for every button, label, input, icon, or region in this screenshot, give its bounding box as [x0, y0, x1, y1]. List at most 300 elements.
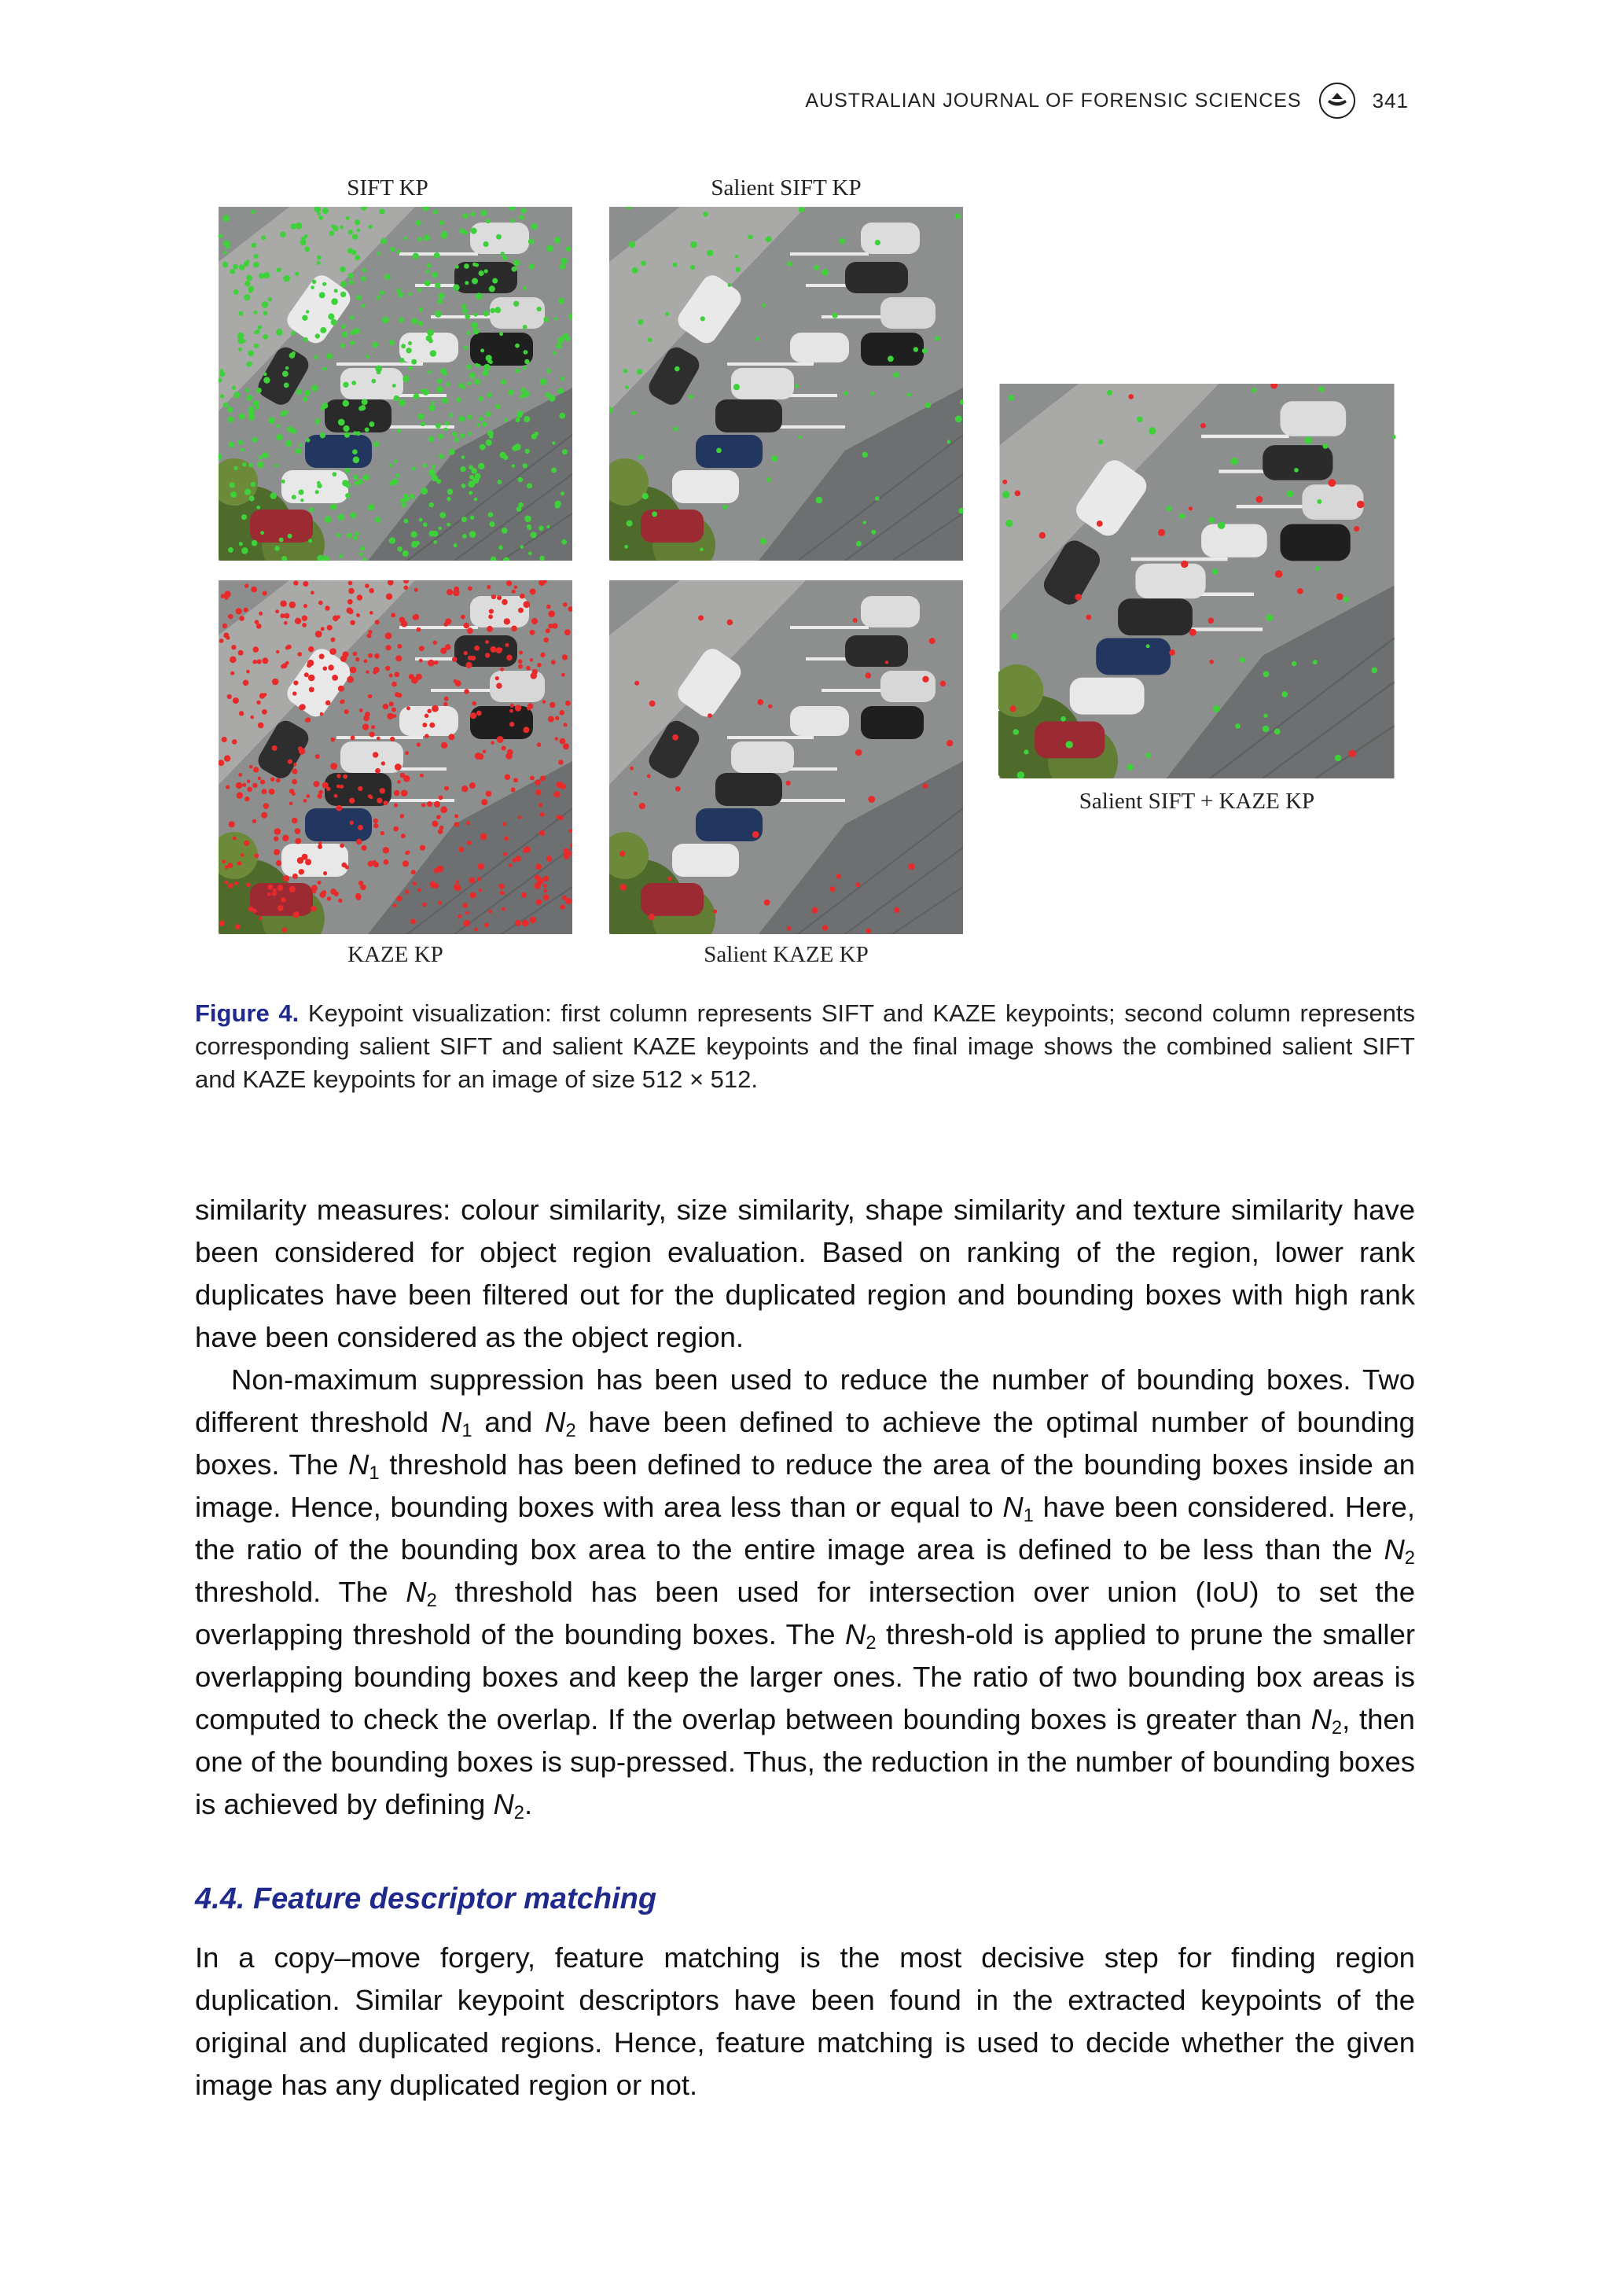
- keypoint-marker: [274, 546, 280, 551]
- keypoint-marker: [336, 805, 342, 811]
- keypoint-marker: [1335, 755, 1341, 761]
- keypoint-marker: [531, 618, 538, 624]
- keypoint-marker: [352, 449, 358, 454]
- keypoint-marker: [504, 836, 509, 841]
- keypoint-marker: [353, 536, 357, 540]
- keypoint-marker: [445, 644, 451, 650]
- keypoint-marker: [421, 421, 425, 426]
- keypoint-marker: [698, 615, 704, 620]
- keypoint-marker: [462, 308, 468, 314]
- keypoint-marker: [320, 712, 324, 716]
- keypoint-marker: [531, 223, 538, 230]
- keypoint-marker: [280, 613, 285, 618]
- keypoint-marker: [465, 662, 472, 668]
- keypoint-marker: [340, 281, 347, 287]
- keypoint-marker: [278, 905, 284, 911]
- keypoint-marker: [955, 416, 962, 423]
- keypoint-marker: [503, 454, 509, 460]
- keypoint-marker: [1189, 506, 1193, 510]
- keypoint-marker: [277, 424, 281, 428]
- keypoint-marker: [411, 359, 417, 365]
- keypoint-marker: [565, 337, 570, 341]
- keypoint-marker: [318, 881, 322, 885]
- keypoint-marker: [489, 434, 493, 438]
- keypoint-marker: [331, 738, 336, 742]
- keypoint-marker: [252, 660, 257, 664]
- keypoint-marker: [270, 777, 275, 782]
- keypoint-marker: [433, 540, 437, 544]
- keypoint-marker: [381, 761, 385, 765]
- keypoint-marker: [348, 588, 355, 594]
- keypoint-marker: [281, 480, 285, 484]
- keypoint-marker: [377, 370, 381, 374]
- keypoint-marker: [386, 645, 391, 650]
- keypoint-marker: [434, 868, 439, 874]
- keypoint-marker: [297, 652, 302, 657]
- keypoint-marker: [334, 892, 339, 896]
- keypoint-marker: [397, 780, 401, 784]
- keypoint-marker: [297, 857, 304, 864]
- keypoint-marker: [233, 466, 237, 470]
- keypoint-marker: [799, 436, 802, 439]
- panel-label-salient-sift: Salient SIFT KP: [711, 175, 862, 201]
- keypoint-marker: [247, 779, 251, 783]
- keypoint-marker: [238, 650, 244, 656]
- keypoint-marker: [486, 411, 491, 417]
- keypoint-marker: [402, 860, 409, 867]
- keypoint-marker: [429, 723, 435, 728]
- keypoint-marker: [308, 539, 312, 543]
- keypoint-marker: [308, 646, 314, 652]
- keypoint-marker: [416, 674, 422, 680]
- keypoint-marker: [314, 781, 320, 787]
- keypoint-marker: [262, 657, 268, 664]
- keypoint-marker: [469, 491, 472, 495]
- keypoint-marker: [275, 464, 279, 468]
- keypoint-marker: [396, 250, 400, 254]
- keypoint-marker: [432, 705, 439, 712]
- keypoint-marker: [923, 783, 928, 789]
- keypoint-marker: [469, 432, 472, 436]
- keypoint-marker: [336, 774, 340, 778]
- keypoint-marker: [397, 693, 402, 697]
- keypoint-marker: [510, 219, 514, 223]
- keypoint-marker: [551, 468, 557, 473]
- keypoint-marker: [315, 631, 322, 638]
- keypoint-marker: [239, 711, 244, 716]
- keypoint-marker: [550, 702, 555, 708]
- keypoint-marker: [461, 517, 467, 522]
- keypoint-marker: [350, 821, 354, 825]
- keypoint-marker: [535, 874, 540, 880]
- keypoint-marker: [554, 317, 557, 320]
- keypoint-marker: [248, 463, 253, 468]
- keypoint-marker: [239, 616, 244, 621]
- keypoint-marker: [1274, 728, 1281, 734]
- keypoint-marker: [510, 704, 514, 708]
- keypoint-marker: [367, 634, 372, 638]
- keypoint-marker: [369, 611, 373, 615]
- keypoint-marker: [359, 552, 363, 556]
- keypoint-marker: [563, 743, 569, 749]
- keypoint-marker: [469, 531, 476, 538]
- keypoint-marker: [348, 581, 353, 586]
- keypoint-marker: [424, 234, 430, 241]
- keypoint-marker: [244, 281, 250, 286]
- keypoint-marker: [561, 539, 567, 545]
- keypoint-marker: [330, 504, 336, 510]
- keypoint-marker: [543, 884, 547, 888]
- keypoint-marker: [422, 903, 427, 907]
- keypoint-marker: [291, 331, 295, 335]
- keypoint-marker: [355, 532, 359, 535]
- keypoint-marker: [1149, 427, 1156, 434]
- keypoint-marker: [371, 379, 376, 384]
- keypoint-marker: [470, 712, 476, 719]
- keypoint-marker: [520, 594, 525, 599]
- keypoint-marker: [262, 709, 267, 715]
- keypoint-marker: [439, 796, 443, 800]
- keypoint-marker: [528, 238, 534, 244]
- keypoint-marker: [283, 275, 290, 282]
- keypoint-marker: [447, 589, 453, 595]
- keypoint-marker: [561, 491, 564, 495]
- keypoint-marker: [222, 624, 227, 628]
- keypoint-marker: [502, 256, 508, 261]
- keypoint-marker: [225, 865, 229, 869]
- keypoint-marker: [331, 319, 337, 326]
- keypoint-marker: [228, 417, 234, 423]
- keypoint-marker: [399, 317, 404, 322]
- publisher-logo-icon: [1319, 83, 1355, 119]
- keypoint-marker: [472, 477, 479, 484]
- keypoint-marker: [277, 267, 281, 272]
- keypoint-marker: [311, 285, 314, 289]
- keypoint-marker: [341, 324, 346, 329]
- keypoint-marker: [459, 416, 465, 422]
- keypoint-marker: [368, 653, 373, 658]
- keypoint-marker: [558, 298, 564, 304]
- keypoint-marker: [504, 618, 510, 624]
- keypoint-marker: [368, 861, 373, 867]
- keypoint-marker: [284, 621, 288, 625]
- keypoint-marker: [401, 620, 407, 627]
- keypoint-marker: [509, 709, 513, 713]
- keypoint-marker: [553, 351, 557, 355]
- keypoint-marker: [285, 440, 292, 447]
- keypoint-marker: [871, 530, 876, 535]
- keypoint-marker: [764, 900, 770, 906]
- keypoint-marker: [561, 376, 565, 381]
- keypoint-marker: [554, 237, 561, 243]
- keypoint-marker: [619, 851, 625, 856]
- keypoint-marker: [492, 278, 498, 284]
- keypoint-marker: [302, 315, 307, 321]
- keypoint-marker: [748, 234, 752, 239]
- keypoint-marker: [500, 891, 505, 896]
- keypoint-marker: [319, 292, 325, 298]
- keypoint-marker: [470, 892, 476, 899]
- keypoint-marker: [560, 904, 565, 910]
- keypoint-marker: [334, 794, 338, 798]
- keypoint-marker: [307, 663, 311, 668]
- keypoint-marker: [1255, 496, 1263, 503]
- keypoint-marker: [922, 676, 928, 683]
- keypoint-marker: [375, 768, 380, 774]
- keypoint-marker: [228, 863, 233, 868]
- keypoint-marker: [223, 403, 229, 408]
- keypoint-marker: [318, 790, 323, 795]
- keypoint-marker: [444, 697, 449, 701]
- keypoint-marker: [752, 831, 759, 838]
- keypoint-marker: [373, 819, 378, 823]
- keypoint-marker: [440, 806, 447, 813]
- keypoint-marker: [247, 787, 252, 793]
- keypoint-marker: [733, 384, 740, 390]
- keypoint-marker: [242, 462, 246, 466]
- keypoint-marker: [382, 317, 389, 324]
- keypoint-marker: [306, 717, 311, 722]
- keypoint-marker: [391, 682, 397, 687]
- keypoint-marker: [338, 899, 342, 903]
- keypoint-marker: [244, 294, 250, 300]
- keypoint-marker: [518, 477, 524, 483]
- keypoint-marker: [263, 334, 268, 340]
- keypoint-marker: [263, 272, 270, 278]
- keypoint-marker: [363, 659, 367, 663]
- keypoint-marker: [491, 594, 496, 599]
- keypoint-marker: [443, 371, 447, 376]
- keypoint-marker: [239, 264, 244, 270]
- keypoint-marker: [866, 672, 872, 679]
- keypoint-marker: [675, 366, 680, 372]
- keypoint-marker: [552, 441, 555, 444]
- keypoint-marker: [254, 331, 258, 335]
- keypoint-marker: [419, 518, 423, 522]
- keypoint-marker: [484, 922, 489, 927]
- keypoint-marker: [403, 496, 410, 502]
- keypoint-marker: [423, 464, 427, 468]
- keypoint-marker: [929, 638, 935, 644]
- keypoint-marker: [1218, 521, 1226, 529]
- keypoint-marker: [318, 844, 322, 849]
- keypoint-marker: [1002, 491, 1010, 499]
- paragraph-1: similarity measures: colour similarity, size similarity, shape similarity and texture similarity have been considered for object region evaluation. Based on ranking of the region, lower rank duplicates have been filtered out for the duplicated region and bounding boxes with high rank have been considered as the object region.: [195, 1194, 1415, 1353]
- keypoint-marker: [555, 716, 559, 720]
- keypoint-marker: [263, 377, 270, 383]
- keypoint-marker: [508, 389, 514, 396]
- keypoint-marker: [390, 737, 395, 741]
- keypoint-marker: [940, 681, 946, 686]
- keypoint-marker: [461, 615, 465, 620]
- keypoint-marker: [1209, 660, 1214, 664]
- keypoint-marker: [500, 668, 504, 672]
- keypoint-marker: [348, 273, 354, 278]
- keypoint-marker: [530, 776, 535, 781]
- keypoint-marker: [228, 547, 233, 553]
- keypoint-marker: [523, 848, 528, 853]
- keypoint-marker: [399, 399, 406, 407]
- keypoint-marker: [241, 853, 244, 857]
- keypoint-marker: [315, 490, 319, 494]
- keypoint-marker: [524, 601, 531, 608]
- keypoint-marker: [502, 907, 505, 911]
- keypoint-marker: [355, 657, 359, 661]
- keypoint-marker: [320, 327, 326, 333]
- keypoint-marker: [418, 321, 424, 326]
- keypoint-marker: [564, 723, 568, 727]
- keypoint-marker: [1263, 671, 1270, 677]
- keypoint-marker: [359, 708, 363, 712]
- keypoint-marker: [292, 779, 297, 785]
- keypoint-marker: [496, 234, 502, 240]
- keypoint-marker: [219, 638, 224, 643]
- keypoint-marker: [292, 818, 298, 824]
- keypoint-marker: [246, 670, 250, 674]
- keypoint-marker: [322, 782, 329, 789]
- panel-salient-sift-kaze-kp: [998, 384, 1395, 778]
- keypoint-marker: [245, 388, 249, 392]
- keypoint-marker: [270, 492, 277, 499]
- keypoint-marker: [225, 881, 229, 885]
- keypoint-marker: [356, 295, 362, 300]
- keypoint-marker: [344, 432, 350, 438]
- keypoint-marker: [480, 210, 487, 216]
- keypoint-marker: [280, 231, 285, 237]
- keypoint-marker: [355, 255, 360, 260]
- keypoint-marker: [417, 888, 421, 892]
- keypoint-marker: [244, 841, 249, 846]
- keypoint-marker: [355, 893, 362, 900]
- keypoint-marker: [502, 746, 506, 751]
- keypoint-marker: [464, 689, 469, 694]
- keypoint-marker: [352, 234, 358, 240]
- keypoint-marker: [275, 609, 279, 613]
- panel-salient-sift-kp: [609, 207, 963, 561]
- keypoint-marker: [543, 317, 549, 322]
- keypoint-marker: [298, 746, 303, 751]
- keypoint-marker: [329, 231, 335, 237]
- keypoint-marker: [499, 332, 503, 336]
- keypoint-marker: [506, 655, 513, 661]
- keypoint-marker: [435, 311, 442, 318]
- keypoint-marker: [428, 469, 436, 476]
- keypoint-marker: [546, 392, 551, 398]
- keypoint-marker: [231, 645, 236, 649]
- keypoint-marker: [279, 538, 284, 543]
- keypoint-marker: [520, 545, 524, 549]
- keypoint-marker: [667, 877, 671, 881]
- keypoint-marker: [469, 782, 476, 789]
- keypoint-marker: [369, 731, 375, 737]
- keypoint-marker: [489, 609, 494, 613]
- keypoint-marker: [366, 671, 369, 674]
- keypoint-marker: [288, 760, 292, 764]
- keypoint-marker: [521, 208, 527, 214]
- keypoint-marker: [481, 799, 487, 805]
- keypoint-marker: [362, 845, 367, 851]
- keypoint-marker: [347, 676, 354, 683]
- keypoint-marker: [410, 532, 417, 538]
- keypoint-marker: [630, 767, 634, 771]
- keypoint-marker: [564, 853, 570, 859]
- keypoint-marker: [483, 364, 491, 371]
- keypoint-marker: [559, 413, 565, 419]
- keypoint-marker: [419, 307, 424, 312]
- keypoint-marker: [432, 531, 439, 537]
- keypoint-marker: [548, 610, 555, 617]
- keypoint-marker: [1305, 436, 1312, 443]
- keypoint-marker: [351, 381, 356, 385]
- keypoint-marker: [242, 783, 246, 787]
- keypoint-marker: [252, 819, 256, 823]
- keypoint-marker: [280, 601, 286, 607]
- keypoint-marker: [441, 742, 447, 749]
- keypoint-marker: [445, 421, 450, 426]
- keypoint-marker: [560, 263, 565, 269]
- keypoint-marker: [304, 672, 309, 677]
- keypoint-marker: [299, 705, 304, 710]
- keypoint-marker: [256, 701, 260, 705]
- keypoint-marker: [516, 506, 522, 512]
- keypoint-marker: [295, 828, 301, 834]
- keypoint-marker: [1348, 750, 1355, 757]
- keypoint-marker: [425, 280, 431, 286]
- keypoint-marker: [543, 889, 547, 893]
- keypoint-marker: [727, 620, 733, 626]
- keypoint-marker: [224, 591, 230, 597]
- keypoint-marker: [412, 466, 416, 470]
- keypoint-marker: [315, 421, 319, 425]
- panel-kaze-kp: [219, 580, 572, 934]
- keypoint-marker: [368, 225, 372, 229]
- keypoint-marker: [786, 781, 791, 786]
- keypoint-marker: [888, 355, 894, 362]
- keypoint-marker: [523, 391, 529, 397]
- keypoint-marker: [1266, 614, 1273, 621]
- keypoint-marker: [322, 208, 329, 214]
- keypoint-marker: [273, 889, 277, 892]
- keypoint-marker: [263, 452, 269, 458]
- keypoint-marker: [263, 803, 270, 809]
- keypoint-marker: [274, 849, 280, 855]
- panel-salient-kaze-kp: [609, 580, 963, 934]
- keypoint-marker: [287, 426, 293, 432]
- keypoint-marker: [1213, 705, 1220, 712]
- keypoint-marker: [452, 657, 458, 662]
- keypoint-marker: [369, 588, 374, 594]
- keypoint-marker: [822, 925, 828, 930]
- keypoint-marker: [1167, 506, 1172, 511]
- keypoint-marker: [469, 878, 476, 884]
- keypoint-marker: [347, 533, 352, 539]
- keypoint-marker: [256, 388, 262, 393]
- keypoint-marker: [1005, 520, 1013, 527]
- keypoint-marker: [362, 304, 366, 308]
- keypoint-marker: [375, 620, 380, 624]
- keypoint-marker: [239, 542, 243, 546]
- keypoint-marker: [1107, 390, 1112, 396]
- keypoint-marker: [487, 585, 491, 589]
- keypoint-marker: [427, 801, 432, 807]
- keypoint-marker: [227, 694, 232, 699]
- keypoint-marker: [568, 830, 572, 833]
- figure-caption-text: Keypoint visualization: first column represents SIFT and KAZE keypoints; second column represents corresponding salient SIFT and salient KAZE keypoints and the final image shows the combined salient SIFT and KAZE keypoints for an image of size 512 × 512.: [195, 999, 1415, 1093]
- keypoint-marker: [535, 432, 539, 436]
- keypoint-marker: [314, 355, 318, 359]
- keypoint-marker: [1371, 668, 1377, 674]
- panel-label-salient-kaze: Salient KAZE KP: [704, 942, 869, 967]
